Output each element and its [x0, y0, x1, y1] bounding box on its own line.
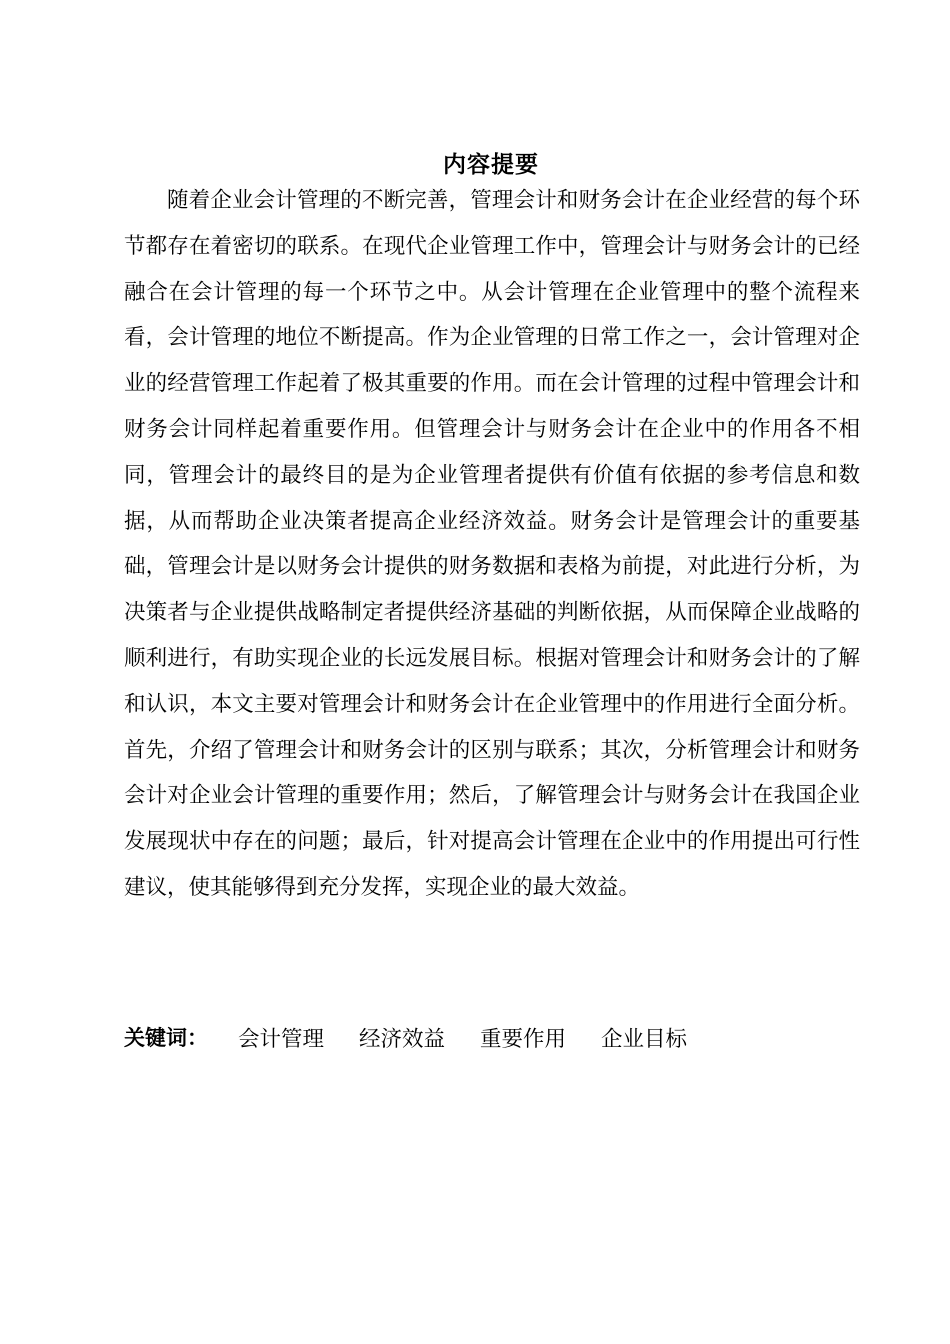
keywords-label: 关键词： — [124, 1026, 208, 1050]
keyword-item: 企业目标 — [601, 1026, 688, 1052]
keyword-item: 会计管理 — [238, 1026, 325, 1052]
abstract-paragraph: 随着企业会计管理的不断完善，管理会计和财务会计在企业经营的每个环节都存在着密切的联系。在现代企业管理工作中，管理会计与财务会计的已经融合在会计管理的每一个环节之中。从会计管理在企业管理中的整个流程来看，会计管理的地位不断提高。作为企业管理的日常工作之一，会计管理对企业的经营管理工作起着了极其重要的作用。而在会计管理的过程中管理会计和财务会计同样起着重要作用。但管理会计与财务会计在企业中的作用各不相同，管理会计的最终目的是为企业管理者提供有价值有依据的参考信息和数据，从而帮助企业决策者提高企业经济效益。财务会计是管理会计的重要基础，管理会计是以财务会计提供的财务数据和表格为前提，对此进行分析，为决策者与企业提供战略制定者提供经济基础的判断依据，从而保障企业战略的顺利进行，有助实现企业的长远发展目标。根据对管理会计和财务会计的了解和认识，本文主要对管理会计和财务会计在企业管理中的作用进行全面分析。首先，介绍了管理会计和财务会计的区别与联系；其次，分析管理会计和财务会计对企业会计管理的重要作用；然后，了解管理会计与财务会计在我国企业发展现状中存在的问题；最后，针对提高会计管理在企业中的作用提出可行性建议，使其能够得到充分发挥，实现企业的最大效益。 — [124, 188, 860, 900]
keyword-item: 重要作用 — [480, 1026, 567, 1052]
document-title: 内容提要 — [443, 152, 539, 178]
keyword-item: 经济效益 — [359, 1026, 446, 1052]
keywords-line — [124, 1020, 722, 1054]
